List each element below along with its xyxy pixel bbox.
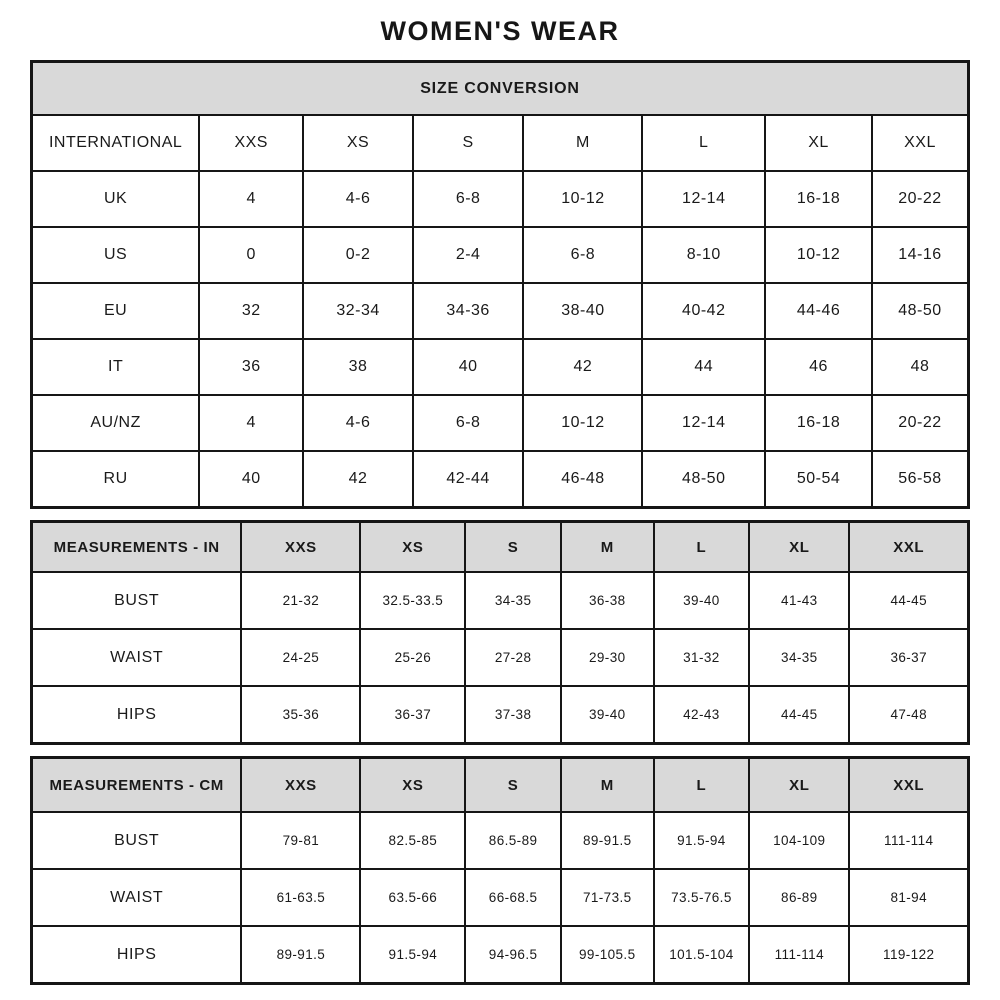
row-label: AU/NZ	[32, 395, 200, 451]
column-header-row	[32, 758, 969, 813]
table-row	[32, 227, 969, 283]
column-header: S	[413, 115, 524, 171]
table-cell: 99-105.5	[561, 926, 654, 984]
table-cell: 82.5-85	[360, 812, 465, 869]
table-row	[32, 451, 969, 508]
table-cell: 14-16	[872, 227, 969, 283]
column-header-row	[32, 115, 969, 171]
column-header: XL	[749, 758, 849, 813]
column-header: M	[561, 758, 654, 813]
table-cell: 42	[303, 451, 413, 508]
table-cell: 89-91.5	[241, 926, 360, 984]
row-label: BUST	[32, 812, 242, 869]
table-row	[32, 686, 969, 744]
table-cell: 6-8	[413, 171, 524, 227]
table-cell: 4-6	[303, 395, 413, 451]
table-cell: 44	[642, 339, 765, 395]
table-cell: 36-38	[561, 572, 654, 629]
table-cell: 38	[303, 339, 413, 395]
table-cell: 86.5-89	[465, 812, 561, 869]
table-cell: 6-8	[523, 227, 642, 283]
table-cell: 46-48	[523, 451, 642, 508]
table-cell: 32.5-33.5	[360, 572, 465, 629]
table-row	[32, 926, 969, 984]
table-cell: 20-22	[872, 171, 969, 227]
table-cell: 42-43	[654, 686, 750, 744]
table-cell: 31-32	[654, 629, 750, 686]
table-cell: 36	[199, 339, 303, 395]
table-row	[32, 812, 969, 869]
row-label: BUST	[32, 572, 242, 629]
table-cell: 44-46	[765, 283, 872, 339]
table-cell: 37-38	[465, 686, 561, 744]
table-cell: 35-36	[241, 686, 360, 744]
column-header: L	[654, 522, 750, 573]
table-cell: 39-40	[561, 686, 654, 744]
table-cell: 91.5-94	[360, 926, 465, 984]
table-row	[32, 629, 969, 686]
table-cell: 48-50	[872, 283, 969, 339]
table-cell: 46	[765, 339, 872, 395]
table-cell: 24-25	[241, 629, 360, 686]
table-row	[32, 171, 969, 227]
table-cell: 86-89	[749, 869, 849, 926]
table-cell: 21-32	[241, 572, 360, 629]
table-cell: 41-43	[749, 572, 849, 629]
table-cell: 25-26	[360, 629, 465, 686]
table-cell: 20-22	[872, 395, 969, 451]
table-cell: 47-48	[849, 686, 968, 744]
table-cell: 34-36	[413, 283, 524, 339]
table-cell: 101.5-104	[654, 926, 750, 984]
table-cell: 12-14	[642, 395, 765, 451]
column-header: XS	[360, 522, 465, 573]
table-cell: 12-14	[642, 171, 765, 227]
table-row	[32, 869, 969, 926]
table-cell: 63.5-66	[360, 869, 465, 926]
column-header: XXS	[199, 115, 303, 171]
table-cell: 6-8	[413, 395, 524, 451]
table-cell: 4-6	[303, 171, 413, 227]
table-title: MEASUREMENTS - IN	[32, 522, 242, 573]
table-cell: 8-10	[642, 227, 765, 283]
column-header: XXL	[872, 115, 969, 171]
column-header: XS	[303, 115, 413, 171]
table-cell: 79-81	[241, 812, 360, 869]
table-cell: 104-109	[749, 812, 849, 869]
table-cell: 27-28	[465, 629, 561, 686]
table-cell: 50-54	[765, 451, 872, 508]
column-header: S	[465, 522, 561, 573]
row-label: IT	[32, 339, 200, 395]
table-cell: 42-44	[413, 451, 524, 508]
table-cell: 32	[199, 283, 303, 339]
row-label: EU	[32, 283, 200, 339]
column-header: L	[654, 758, 750, 813]
column-header: L	[642, 115, 765, 171]
column-header: XL	[765, 115, 872, 171]
table-cell: 10-12	[523, 171, 642, 227]
table-cell: 10-12	[765, 227, 872, 283]
row-label: WAIST	[32, 869, 242, 926]
table-title: MEASUREMENTS - CM	[32, 758, 242, 813]
row-label: RU	[32, 451, 200, 508]
table-cell: 16-18	[765, 171, 872, 227]
page-title: WOMEN'S WEAR	[380, 16, 620, 46]
table-cell: 56-58	[872, 451, 969, 508]
table-cell: 2-4	[413, 227, 524, 283]
table-row	[32, 572, 969, 629]
table-cell: 66-68.5	[465, 869, 561, 926]
table-cell: 94-96.5	[465, 926, 561, 984]
column-header: XXS	[241, 522, 360, 573]
row-label: HIPS	[32, 926, 242, 984]
size-conversion-table	[30, 60, 970, 509]
table-cell: 71-73.5	[561, 869, 654, 926]
column-header: XXL	[849, 758, 968, 813]
table-cell: 32-34	[303, 283, 413, 339]
table-cell: 44-45	[749, 686, 849, 744]
table-cell: 111-114	[749, 926, 849, 984]
column-header: S	[465, 758, 561, 813]
measurements-cm-table	[30, 756, 970, 985]
column-header: INTERNATIONAL	[32, 115, 200, 171]
table-cell: 0	[199, 227, 303, 283]
row-label: WAIST	[32, 629, 242, 686]
table-cell: 29-30	[561, 629, 654, 686]
table-cell: 4	[199, 395, 303, 451]
measurements-in-table	[30, 520, 970, 745]
table-cell: 0-2	[303, 227, 413, 283]
table-cell: 48-50	[642, 451, 765, 508]
table-cell: 34-35	[749, 629, 849, 686]
table-row	[32, 283, 969, 339]
table-cell: 48	[872, 339, 969, 395]
table-cell: 44-45	[849, 572, 968, 629]
table-cell: 119-122	[849, 926, 968, 984]
table-row	[32, 339, 969, 395]
row-label: HIPS	[32, 686, 242, 744]
table-row	[32, 395, 969, 451]
row-label: US	[32, 227, 200, 283]
table-cell: 34-35	[465, 572, 561, 629]
table-cell: 111-114	[849, 812, 968, 869]
table-cell: 61-63.5	[241, 869, 360, 926]
table-cell: 16-18	[765, 395, 872, 451]
table-cell: 36-37	[849, 629, 968, 686]
column-header-row	[32, 522, 969, 573]
column-header: XXS	[241, 758, 360, 813]
table-cell: 42	[523, 339, 642, 395]
table-cell: 10-12	[523, 395, 642, 451]
table-cell: 81-94	[849, 869, 968, 926]
table-cell: 40	[413, 339, 524, 395]
table-cell: 38-40	[523, 283, 642, 339]
column-header: M	[523, 115, 642, 171]
table-cell: 39-40	[654, 572, 750, 629]
table-cell: 40-42	[642, 283, 765, 339]
table-cell: 91.5-94	[654, 812, 750, 869]
column-header: XS	[360, 758, 465, 813]
table-title: SIZE CONVERSION	[32, 62, 969, 116]
table-cell: 89-91.5	[561, 812, 654, 869]
table-cell: 4	[199, 171, 303, 227]
table-cell: 36-37	[360, 686, 465, 744]
table-cell: 73.5-76.5	[654, 869, 750, 926]
column-header: M	[561, 522, 654, 573]
row-label: UK	[32, 171, 200, 227]
column-header: XXL	[849, 522, 968, 573]
column-header: XL	[749, 522, 849, 573]
table-cell: 40	[199, 451, 303, 508]
